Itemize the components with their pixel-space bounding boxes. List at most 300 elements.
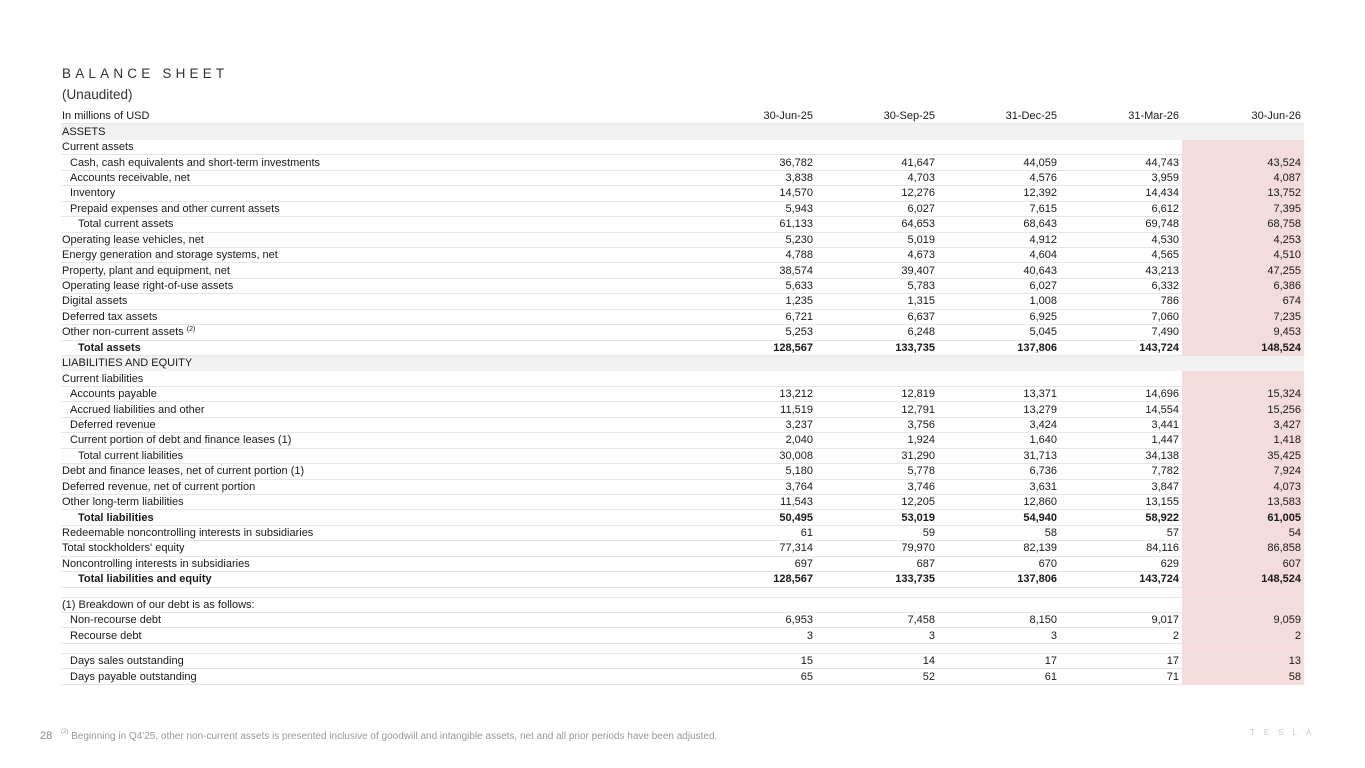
table-row	[61, 247, 1304, 262]
value-cell: 44,743	[1060, 155, 1182, 170]
row-label-text: Accounts receivable, net	[70, 171, 190, 184]
table-row	[61, 510, 1304, 525]
period-header: 30-Jun-26	[1182, 109, 1304, 124]
period-header: 30-Sep-25	[816, 109, 938, 124]
value-cell: 6,027	[816, 201, 938, 216]
value-cell: 43,213	[1060, 263, 1182, 278]
row-label-text: Current assets	[62, 141, 134, 154]
value-cell: 6,721	[694, 309, 816, 324]
period-header: 31-Mar-26	[1060, 109, 1182, 124]
value-cell: 82,139	[938, 541, 1060, 556]
row-label-text: Energy generation and storage systems, net	[62, 249, 278, 262]
value-cell: 7,782	[1060, 464, 1182, 479]
value-cell: 137,806	[938, 340, 1060, 355]
value-cell: 12,791	[816, 402, 938, 417]
row-label	[61, 371, 694, 386]
table-row	[61, 628, 1304, 643]
value-cell: 38,574	[694, 263, 816, 278]
value-cell: 1,924	[816, 433, 938, 448]
tesla-logo: TESLA	[1250, 728, 1321, 737]
value-cell: 143,724	[1060, 572, 1182, 587]
row-label	[61, 201, 694, 216]
value-cell	[694, 371, 816, 386]
value-cell: 13,371	[938, 386, 1060, 401]
value-cell: 47,255	[1182, 263, 1304, 278]
row-label	[61, 541, 694, 556]
table-row	[61, 402, 1304, 417]
spacer-row	[61, 587, 1304, 597]
value-cell: 61,005	[1182, 510, 1304, 525]
table-row	[61, 217, 1304, 232]
value-cell: 3,847	[1060, 479, 1182, 494]
value-cell	[1182, 356, 1304, 371]
row-label-text: Operating lease vehicles, net	[62, 233, 204, 246]
value-cell	[938, 356, 1060, 371]
value-cell	[1060, 597, 1182, 612]
value-cell: 6,637	[816, 309, 938, 324]
value-cell	[938, 124, 1060, 139]
row-label	[61, 643, 694, 653]
value-cell: 7,395	[1182, 201, 1304, 216]
row-label	[61, 386, 694, 401]
value-cell: 30,008	[694, 448, 816, 463]
value-cell: 13,212	[694, 386, 816, 401]
table-row	[61, 340, 1304, 355]
value-cell: 6,953	[694, 613, 816, 628]
value-cell: 3,441	[1060, 417, 1182, 432]
section-row	[61, 356, 1304, 371]
value-cell: 6,332	[1060, 278, 1182, 293]
row-label	[61, 556, 694, 571]
value-cell: 5,633	[694, 278, 816, 293]
value-cell	[694, 597, 816, 612]
table-row	[61, 417, 1304, 432]
value-cell: 86,858	[1182, 541, 1304, 556]
row-label	[61, 587, 694, 597]
value-cell: 54,940	[938, 510, 1060, 525]
value-cell: 5,783	[816, 278, 938, 293]
value-cell: 3	[694, 628, 816, 643]
value-cell: 6,736	[938, 464, 1060, 479]
table-row	[61, 155, 1304, 170]
table-row	[61, 669, 1304, 684]
value-cell: 3	[938, 628, 1060, 643]
value-cell: 148,524	[1182, 340, 1304, 355]
row-label-text: Non-recourse debt	[70, 614, 162, 627]
value-cell: 14,696	[1060, 386, 1182, 401]
value-cell	[938, 587, 1060, 597]
row-label	[61, 510, 694, 525]
table-row	[61, 653, 1304, 668]
value-cell	[816, 643, 938, 653]
row-label	[61, 263, 694, 278]
table-row	[61, 386, 1304, 401]
value-cell: 6,027	[938, 278, 1060, 293]
spacer-row	[61, 643, 1304, 653]
value-cell: 13	[1182, 653, 1304, 668]
row-label	[61, 232, 694, 247]
value-cell: 15,324	[1182, 386, 1304, 401]
value-cell	[694, 587, 816, 597]
value-cell	[694, 139, 816, 154]
row-label-text: Prepaid expenses and other current assets	[70, 202, 280, 215]
value-cell: 17	[1060, 653, 1182, 668]
value-cell: 3,631	[938, 479, 1060, 494]
value-cell: 3,427	[1182, 417, 1304, 432]
value-cell: 607	[1182, 556, 1304, 571]
table-row	[61, 325, 1304, 340]
row-label	[61, 669, 694, 684]
value-cell: 53,019	[816, 510, 938, 525]
value-cell: 3,764	[694, 479, 816, 494]
value-cell: 3,746	[816, 479, 938, 494]
row-label-text: Total stockholders' equity	[62, 542, 185, 555]
value-cell: 629	[1060, 556, 1182, 571]
footnote-text: Beginning in Q4'25, other non-current assets is presented inclusive of goodwill and intangible assets, net and all prior periods have been adjusted.	[71, 731, 718, 742]
table-row	[61, 263, 1304, 278]
row-label	[61, 186, 694, 201]
row-label	[61, 402, 694, 417]
value-cell	[1060, 587, 1182, 597]
value-cell: 41,647	[816, 155, 938, 170]
table-row	[61, 525, 1304, 540]
row-label-text: Total current assets	[78, 218, 174, 231]
value-cell	[816, 597, 938, 612]
table-row	[61, 541, 1304, 556]
period-header: 31-Dec-25	[938, 109, 1060, 124]
value-cell	[816, 371, 938, 386]
value-cell: 52	[816, 669, 938, 684]
value-cell: 4,604	[938, 247, 1060, 262]
row-label	[61, 613, 694, 628]
value-cell: 12,860	[938, 494, 1060, 509]
value-cell: 71	[1060, 669, 1182, 684]
value-cell: 7,924	[1182, 464, 1304, 479]
value-cell: 40,643	[938, 263, 1060, 278]
value-cell: 786	[1060, 294, 1182, 309]
row-label	[61, 479, 694, 494]
value-cell: 4,703	[816, 170, 938, 185]
value-cell: 13,583	[1182, 494, 1304, 509]
row-label-text: Total current liabilities	[78, 449, 184, 462]
row-label	[61, 170, 694, 185]
value-cell: 4,073	[1182, 479, 1304, 494]
value-cell: 3,959	[1060, 170, 1182, 185]
value-cell: 61	[938, 669, 1060, 684]
value-cell: 79,970	[816, 541, 938, 556]
value-cell	[816, 139, 938, 154]
value-cell: 3,237	[694, 417, 816, 432]
row-label-text: Noncontrolling interests in subsidiaries	[62, 557, 250, 570]
row-label-text: ASSETS	[62, 125, 106, 138]
value-cell: 61	[694, 525, 816, 540]
value-cell: 14,570	[694, 186, 816, 201]
value-cell: 36,782	[694, 155, 816, 170]
row-label	[61, 294, 694, 309]
value-cell	[694, 643, 816, 653]
row-label	[61, 278, 694, 293]
value-cell: 57	[1060, 525, 1182, 540]
value-cell	[694, 356, 816, 371]
value-cell: 4,510	[1182, 247, 1304, 262]
row-label	[61, 139, 694, 154]
row-label-text: Days payable outstanding	[70, 670, 197, 683]
row-label	[61, 417, 694, 432]
value-cell: 5,230	[694, 232, 816, 247]
value-cell: 12,276	[816, 186, 938, 201]
value-cell: 7,235	[1182, 309, 1304, 324]
value-cell: 2	[1182, 628, 1304, 643]
table-row	[61, 232, 1304, 247]
value-cell: 133,735	[816, 572, 938, 587]
value-cell: 68,643	[938, 217, 1060, 232]
value-cell: 35,425	[1182, 448, 1304, 463]
row-label-text: Deferred revenue	[70, 418, 156, 431]
value-cell	[938, 597, 1060, 612]
table-row	[61, 186, 1304, 201]
row-label	[61, 356, 694, 371]
value-cell: 2,040	[694, 433, 816, 448]
row-label-text: Other non-current assets	[62, 326, 184, 339]
value-cell: 3,424	[938, 417, 1060, 432]
value-cell: 34,138	[1060, 448, 1182, 463]
table-row	[61, 139, 1304, 154]
value-cell	[816, 124, 938, 139]
value-cell: 11,543	[694, 494, 816, 509]
section-row	[61, 124, 1304, 139]
row-label-text: Debt and finance leases, net of current portion (1)	[62, 465, 305, 478]
value-cell: 5,778	[816, 464, 938, 479]
value-cell: 6,248	[816, 325, 938, 340]
row-label	[61, 525, 694, 540]
value-cell: 1,640	[938, 433, 1060, 448]
table-row	[61, 294, 1304, 309]
value-cell: 4,912	[938, 232, 1060, 247]
value-cell: 674	[1182, 294, 1304, 309]
balance-sheet-table	[61, 109, 1304, 685]
table-row	[61, 201, 1304, 216]
row-label-text: Operating lease right-of-use assets	[62, 280, 234, 293]
value-cell: 1,447	[1060, 433, 1182, 448]
row-label-text: Cash, cash equivalents and short-term investments	[70, 156, 321, 169]
footnote-ref: (2)	[186, 326, 196, 334]
row-label-text: Deferred tax assets	[62, 310, 158, 323]
table-row	[61, 556, 1304, 571]
table-row	[61, 278, 1304, 293]
value-cell: 7,490	[1060, 325, 1182, 340]
value-cell: 697	[694, 556, 816, 571]
header-label: In millions of USD	[61, 109, 694, 124]
value-cell: 31,713	[938, 448, 1060, 463]
value-cell: 14	[816, 653, 938, 668]
row-label-text: Total liabilities	[78, 511, 154, 524]
value-cell: 14,554	[1060, 402, 1182, 417]
row-label-text: Accrued liabilities and other	[70, 403, 205, 416]
value-cell: 133,735	[816, 340, 938, 355]
row-label	[61, 572, 694, 587]
value-cell: 77,314	[694, 541, 816, 556]
value-cell	[1060, 643, 1182, 653]
value-cell: 137,806	[938, 572, 1060, 587]
value-cell	[1182, 587, 1304, 597]
value-cell: 15	[694, 653, 816, 668]
table-row	[61, 433, 1304, 448]
table-row	[61, 448, 1304, 463]
row-label-text: (1) Breakdown of our debt is as follows:	[62, 598, 255, 611]
value-cell	[1060, 139, 1182, 154]
value-cell: 17	[938, 653, 1060, 668]
table-row	[61, 572, 1304, 587]
value-cell: 58	[938, 525, 1060, 540]
value-cell: 3	[816, 628, 938, 643]
value-cell: 84,116	[1060, 541, 1182, 556]
row-label-text: Current liabilities	[62, 372, 144, 385]
row-label-text: Total liabilities and equity	[78, 573, 212, 586]
row-label-text: Days sales outstanding	[70, 655, 184, 668]
value-cell: 50,495	[694, 510, 816, 525]
row-label	[61, 597, 694, 612]
value-cell	[938, 139, 1060, 154]
value-cell: 69,748	[1060, 217, 1182, 232]
value-cell: 9,453	[1182, 325, 1304, 340]
row-label	[61, 217, 694, 232]
value-cell: 65	[694, 669, 816, 684]
value-cell: 4,530	[1060, 232, 1182, 247]
value-cell: 59	[816, 525, 938, 540]
row-label	[61, 653, 694, 668]
value-cell: 3,756	[816, 417, 938, 432]
table-row	[61, 371, 1304, 386]
row-label-text: Recourse debt	[70, 629, 142, 642]
value-cell: 11,519	[694, 402, 816, 417]
value-cell: 43,524	[1182, 155, 1304, 170]
value-cell: 4,788	[694, 247, 816, 262]
value-cell	[1060, 371, 1182, 386]
value-cell: 1,008	[938, 294, 1060, 309]
value-cell: 687	[816, 556, 938, 571]
table-row	[61, 597, 1304, 612]
balance-sheet-body	[61, 109, 1304, 684]
value-cell	[1182, 371, 1304, 386]
value-cell: 6,612	[1060, 201, 1182, 216]
value-cell	[938, 371, 1060, 386]
row-label	[61, 448, 694, 463]
value-cell: 5,253	[694, 325, 816, 340]
value-cell: 670	[938, 556, 1060, 571]
row-label	[61, 155, 694, 170]
table-row	[61, 170, 1304, 185]
value-cell: 13,155	[1060, 494, 1182, 509]
value-cell: 12,819	[816, 386, 938, 401]
value-cell: 5,943	[694, 201, 816, 216]
value-cell	[1182, 139, 1304, 154]
value-cell: 1,418	[1182, 433, 1304, 448]
row-label-text: Other long-term liabilities	[62, 496, 184, 509]
value-cell: 58	[1182, 669, 1304, 684]
value-cell	[1182, 124, 1304, 139]
value-cell: 64,653	[816, 217, 938, 232]
value-cell: 128,567	[694, 340, 816, 355]
value-cell: 9,017	[1060, 613, 1182, 628]
value-cell: 61,133	[694, 217, 816, 232]
row-label	[61, 325, 694, 340]
value-cell	[1060, 356, 1182, 371]
period-header: 30-Jun-25	[694, 109, 816, 124]
row-label	[61, 124, 694, 139]
value-cell: 5,045	[938, 325, 1060, 340]
value-cell	[1060, 124, 1182, 139]
footnote	[61, 731, 717, 742]
page-title: BALANCE SHEET	[62, 66, 229, 81]
value-cell: 68,758	[1182, 217, 1304, 232]
value-cell: 4,576	[938, 170, 1060, 185]
value-cell: 7,060	[1060, 309, 1182, 324]
value-cell: 54	[1182, 525, 1304, 540]
row-label	[61, 464, 694, 479]
value-cell: 143,724	[1060, 340, 1182, 355]
value-cell: 14,434	[1060, 186, 1182, 201]
value-cell	[694, 124, 816, 139]
row-label-text: Redeemable noncontrolling interests in subsidiaries	[62, 527, 314, 540]
row-label	[61, 628, 694, 643]
value-cell: 4,673	[816, 247, 938, 262]
row-label	[61, 247, 694, 262]
value-cell: 148,524	[1182, 572, 1304, 587]
value-cell: 8,150	[938, 613, 1060, 628]
value-cell: 3,838	[694, 170, 816, 185]
value-cell: 58,922	[1060, 510, 1182, 525]
value-cell	[816, 356, 938, 371]
value-cell	[938, 643, 1060, 653]
row-label-text: Deferred revenue, net of current portion	[62, 480, 256, 493]
row-label-text: Digital assets	[62, 295, 128, 308]
value-cell: 44,059	[938, 155, 1060, 170]
row-label	[61, 309, 694, 324]
value-cell	[1182, 643, 1304, 653]
row-label-text: Property, plant and equipment, net	[62, 264, 230, 277]
value-cell: 4,253	[1182, 232, 1304, 247]
value-cell: 13,752	[1182, 186, 1304, 201]
value-cell: 12,205	[816, 494, 938, 509]
value-cell: 5,019	[816, 232, 938, 247]
value-cell: 5,180	[694, 464, 816, 479]
page-number: 28	[40, 730, 53, 742]
row-label-text: Total assets	[78, 341, 141, 354]
table-row	[61, 464, 1304, 479]
value-cell	[816, 587, 938, 597]
row-label-text: Inventory	[70, 187, 116, 200]
value-cell: 31,290	[816, 448, 938, 463]
value-cell	[1182, 597, 1304, 612]
value-cell: 2	[1060, 628, 1182, 643]
value-cell: 9,059	[1182, 613, 1304, 628]
row-label-text: LIABILITIES AND EQUITY	[62, 357, 193, 370]
value-cell: 7,615	[938, 201, 1060, 216]
row-label-text: Current portion of debt and finance leases (1)	[70, 434, 292, 447]
value-cell: 4,565	[1060, 247, 1182, 262]
value-cell: 1,235	[694, 294, 816, 309]
table-row	[61, 494, 1304, 509]
value-cell: 39,407	[816, 263, 938, 278]
footnote-marker: (2)	[61, 729, 69, 735]
row-label	[61, 340, 694, 355]
row-label	[61, 494, 694, 509]
value-cell: 1,315	[816, 294, 938, 309]
value-cell: 13,279	[938, 402, 1060, 417]
table-header-row	[61, 109, 1304, 124]
table-row	[61, 479, 1304, 494]
value-cell: 12,392	[938, 186, 1060, 201]
